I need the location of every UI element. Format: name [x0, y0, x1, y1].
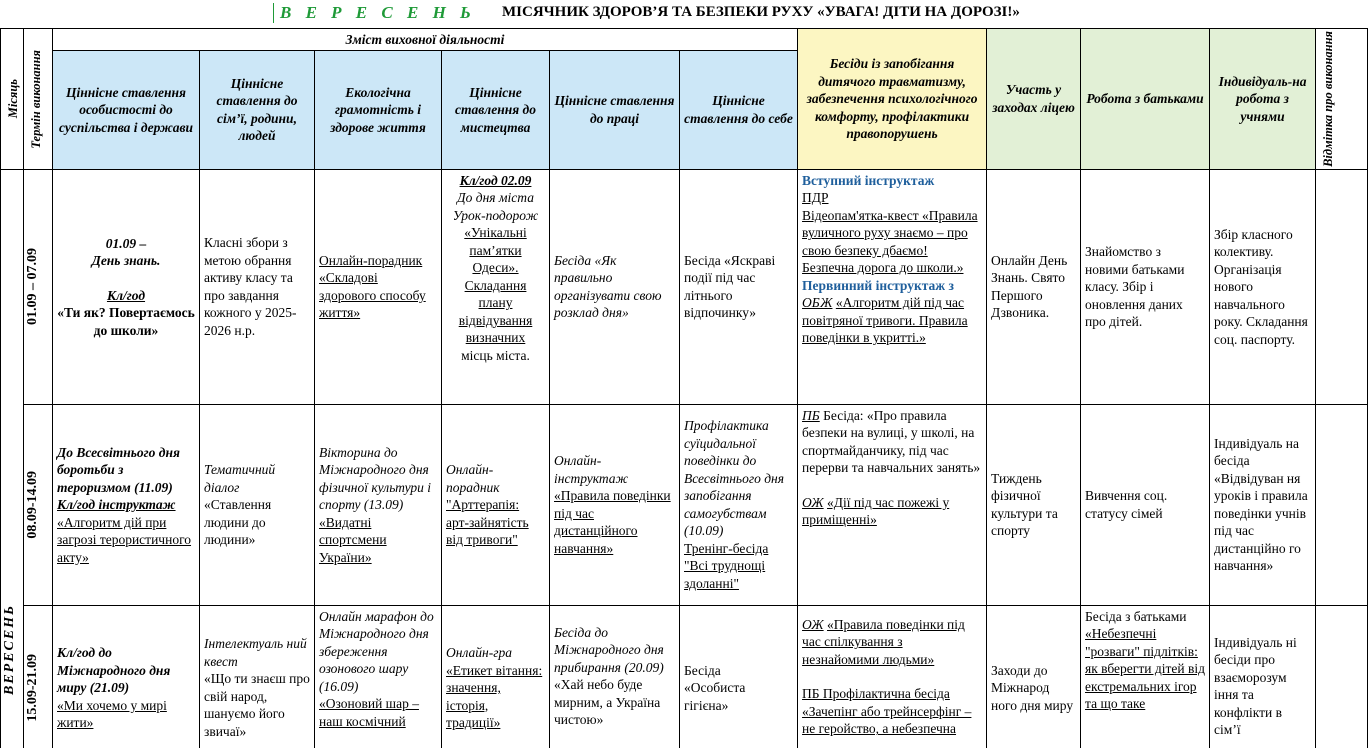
- cell-parents: Бесіда з батьками «Небезпечні "розваги" підлітків: як вберегти дітей від екстремальних ігор та що таке: [1081, 605, 1210, 748]
- cell-society: Кл/год до Міжнародного дня миру (21.09) «Ми хочемо у мирі жити»: [53, 605, 200, 748]
- table-row: [1, 404, 1368, 605]
- col-parents-header: Робота з батьками: [1081, 29, 1210, 170]
- cell-family: Інтелектуаль ний квест «Що ти знаєш про свій народ, шануємо його звичаї»: [200, 605, 315, 748]
- cell-ecology: Вікторина до Міжнародного дня фізичної культури і спорту (13.09) «Видатні спортсмени України»: [315, 404, 442, 605]
- col-art-header: Ціннісне ставлення до мистецтва: [442, 50, 550, 169]
- cell-mark: [1316, 404, 1368, 605]
- cell-mark: [1316, 605, 1368, 748]
- term-cell: 08.09-14.09: [24, 404, 53, 605]
- cell-ecology: Онлайн марафон до Міжнародного дня збереження озонового шару (16.09) «Озоновий шар – наш космічний: [315, 605, 442, 748]
- cell-society: 01.09 – День знань. Кл/год «Ти як? Повертаємось до школи»: [53, 169, 200, 404]
- cell-work: Онлайн-інструктаж «Правила поведінки під час дистанційного навчання»: [550, 404, 680, 605]
- col-month-header: Місяць: [1, 29, 24, 170]
- term-cell: 01.09 – 07.09: [24, 169, 53, 404]
- cell-self: Бесіда «Яскраві події під час літнього відпочинку»: [680, 169, 798, 404]
- cell-prevention: ОЖ «Правила поведінки під час спілкування з незнайомими людьми» ПБ Профілактична бесіда «Зачепінг або трейнсерфінг – не геройство, а небезпечна: [798, 605, 987, 748]
- cell-mark: [1316, 169, 1368, 404]
- col-society-header: Ціннісне ставлення особистості до суспільства і держави: [53, 50, 200, 169]
- cell-self: Бесіда «Особиста гігієна»: [680, 605, 798, 748]
- col-lyceum-events-header: Участь у заходах ліцею: [987, 29, 1081, 170]
- term-cell: 15.09-21.09: [24, 605, 53, 748]
- cell-art: Онлайн-гра «Етикет вітання: значення, історія, традиції»: [442, 605, 550, 748]
- cell-family: Класні збори з метою обрання активу класу та про завдання кожного у 2025- 2026 н.р.: [200, 169, 315, 404]
- cell-work: Бесіда «Як правильно організувати свою розклад дня»: [550, 169, 680, 404]
- col-ecology-header: Екологічна грамотність і здорове життя: [315, 50, 442, 169]
- header-row-group: [1, 29, 1368, 51]
- group-header: Зміст виховної діяльності: [53, 29, 798, 51]
- table-row: [1, 605, 1368, 748]
- cell-lyceum-events: Заходи до Міжнарод ного дня миру: [987, 605, 1081, 748]
- month-cell: ВЕРЕСЕНЬ: [1, 169, 24, 748]
- month-heading: В Е Р Е С Е Н Ь: [273, 3, 476, 23]
- col-individual-header: Індивідуаль-на робота з учнями: [1210, 29, 1316, 170]
- col-term-header: Термін виконання: [24, 29, 53, 170]
- cell-society: До Всесвітнього дня боротьби з тероризмом (11.09) Кл/год інструктаж «Алгоритм дій при загрозі терористичного акту»: [53, 404, 200, 605]
- cell-prevention: Вступний інструктаж ПДР Відеопам'ятка-квест «Правила вуличного руху знаємо – про свою безпеку дбаємо! Безпечна дорога до школи.» Первинний інструктаж з ОБЖ «Алгоритм дій під час повітряної тривоги. Правила поведінки в укритті.»: [798, 169, 987, 404]
- cell-prevention: ПБ Бесіда: «Про правила безпеки на вулиці, у школі, на спортмайданчику, під час перерви та навчальних занять» ОЖ «Дії під час пожежі у приміщенні»: [798, 404, 987, 605]
- col-work-header: Ціннісне ставлення до праці: [550, 50, 680, 169]
- cell-work: Бесіда до Міжнародного дня прибирання (20.09) «Хай небо буде мирним, а Україна чистою»: [550, 605, 680, 748]
- title-row: [0, 0, 1370, 30]
- cell-lyceum-events: Онлайн День Знань. Свято Першого Дзвоника.: [987, 169, 1081, 404]
- cell-parents: Вивчення соц. статусу сімей: [1081, 404, 1210, 605]
- cell-individual: Індивідуаль ні бесіди про взаєморозум іння та конфлікти в сім’ї: [1210, 605, 1316, 748]
- col-prevention-header: Бесіди із запобігання дитячого травматизму, забезпечення психологічного комфорту, профілактики правопорушень: [798, 29, 987, 170]
- col-self-header: Ціннісне ставлення до себе: [680, 50, 798, 169]
- plan-table: [0, 28, 1368, 748]
- table-row: [1, 169, 1368, 404]
- cell-individual: Індивідуаль на бесіда «Відвідуван ня уроків і правила поведінки учнів під час дистанційно го навчання»: [1210, 404, 1316, 605]
- cell-family: Тематичний діалог «Ставлення людини до людини»: [200, 404, 315, 605]
- cell-art: Кл/год 02.09 До дня міста Урок-подорож «Унікальні пам’ятки Одеси». Складання плану відвідування визначних місць міста.: [442, 169, 550, 404]
- col-family-header: Ціннісне ставлення до сім’ї, родини, людей: [200, 50, 315, 169]
- cell-ecology: Онлайн-порадник «Складові здорового способу життя»: [315, 169, 442, 404]
- cell-self: Профілактика суїцидальної поведінки до Всесвітнього дня запобігання самогубствам (10.09) Тренінг-бесіда "Всі труднощі здоланні": [680, 404, 798, 605]
- col-mark-header: Відмітка про виконання: [1316, 29, 1368, 170]
- cell-individual: Збір класного колективу. Організація нового навчального року. Складання соц. паспорту.: [1210, 169, 1316, 404]
- cell-parents: Знайомство з новими батьками класу. Збір і оновлення даних про дітей.: [1081, 169, 1210, 404]
- document-title: МІСЯЧНИК ЗДОРОВ’Я ТА БЕЗПЕКИ РУХУ «УВАГА! ДІТИ НА ДОРОЗІ!»: [502, 4, 1020, 20]
- cell-lyceum-events: Тиждень фізичної культури та спорту: [987, 404, 1081, 605]
- cell-art: Онлайн-порадник "Арттерапія: арт-зайнятість від тривоги": [442, 404, 550, 605]
